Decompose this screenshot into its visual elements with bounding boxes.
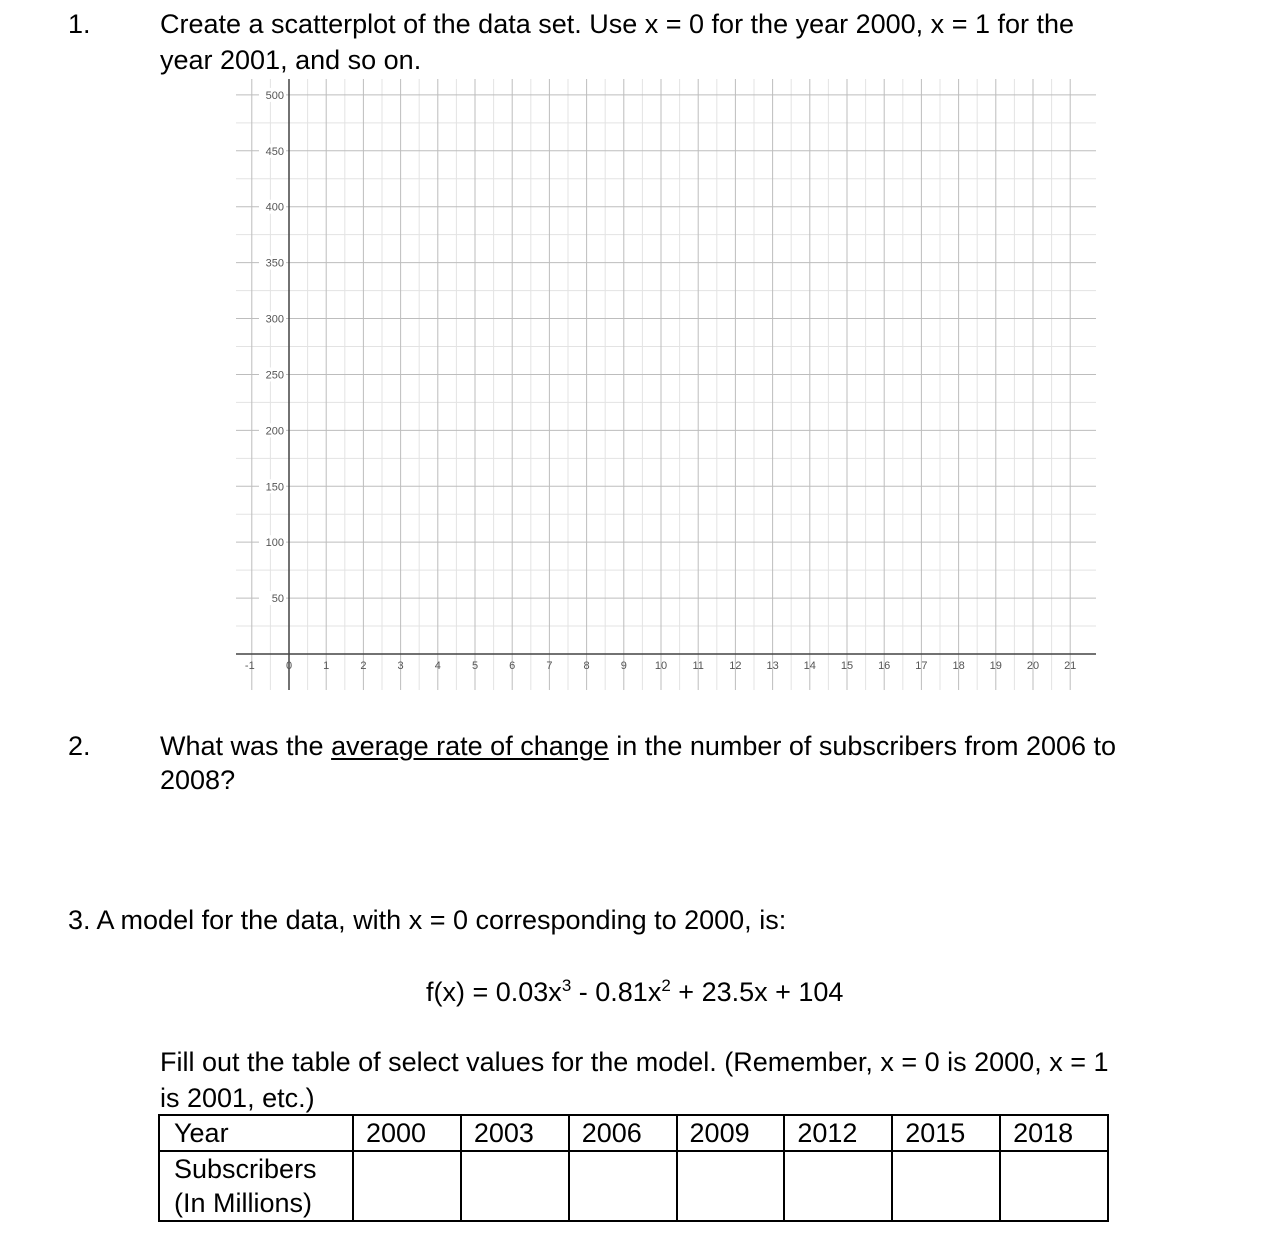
table-row-subscribers: [159, 1151, 1108, 1221]
x-tick-label: 7: [546, 660, 553, 672]
year-cell: 2006: [569, 1115, 677, 1151]
year-cell: 2015: [892, 1115, 1000, 1151]
formula-exponent-2: 2: [661, 976, 671, 995]
x-tick-label: -1: [244, 660, 255, 672]
x-tick-label: 8: [583, 660, 590, 672]
y-tick-label: 250: [265, 369, 284, 382]
x-tick-label: 5: [471, 660, 479, 672]
x-tick-label: 6: [509, 660, 516, 672]
x-tick-label: 19: [989, 660, 1002, 672]
x-tick-labels: [245, 660, 1076, 672]
x-tick-label: 11: [692, 660, 704, 672]
q3-instruction-line2: is 2001, etc.): [160, 1083, 315, 1113]
q1-number: 1.: [68, 9, 91, 39]
y-tick-label: 450: [265, 145, 284, 158]
table-row-year: [159, 1115, 1108, 1151]
q1-line2: year 2001, and so on.: [160, 45, 422, 75]
formula-part-2: - 0.81x: [571, 977, 662, 1007]
subscriber-answer-cell[interactable]: [892, 1151, 1000, 1221]
y-tick-label: 100: [265, 537, 284, 550]
q2-pre: What was the: [160, 731, 332, 761]
year-cell: 2012: [784, 1115, 892, 1151]
x-tick-label: 17: [915, 660, 928, 672]
subscribers-unit: (In Millions): [174, 1188, 313, 1218]
year-cell: 2003: [461, 1115, 569, 1151]
y-tick-label: 150: [265, 481, 284, 494]
formula-part-1: f(x) = 0.03x: [426, 977, 562, 1007]
q2-line2: 2008?: [160, 765, 236, 795]
x-tick-label: 3: [397, 660, 404, 672]
x-tick-label: 1: [323, 660, 330, 672]
x-tick-label: 9: [620, 660, 627, 672]
year-header: Year: [159, 1115, 353, 1151]
model-formula: [426, 974, 843, 1010]
x-tick-label: 10: [654, 660, 668, 672]
subscriber-answer-cell[interactable]: [1000, 1151, 1108, 1221]
q3-intro: 3. A model for the data, with x = 0 corresponding to 2000, is:: [68, 905, 787, 935]
y-tick-label: 50: [271, 593, 284, 606]
x-tick-label: 2: [360, 660, 367, 672]
x-tick-label: 14: [803, 660, 816, 672]
year-cell: 2009: [677, 1115, 785, 1151]
q1-line1: Create a scatterplot of the data set. Use x = 0 for the year 2000, x = 1 for the: [160, 9, 1075, 39]
y-tick-label: 200: [265, 425, 284, 438]
values-table: [158, 1114, 1109, 1222]
x-tick-label: 13: [766, 660, 779, 672]
x-tick-label: 18: [952, 660, 965, 672]
subscriber-answer-cell[interactable]: [353, 1151, 461, 1221]
x-tick-label: 12: [729, 660, 742, 672]
x-tick-label: 4: [434, 660, 441, 672]
q2-line1: [160, 728, 1116, 764]
x-tick-label: 16: [878, 660, 891, 672]
x-tick-label: 0: [285, 660, 293, 672]
year-cell: 2018: [1000, 1115, 1108, 1151]
subscriber-answer-cell[interactable]: [569, 1151, 677, 1221]
y-tick-label: 500: [265, 89, 284, 102]
y-tick-label: 300: [265, 313, 284, 326]
x-tick-label: 15: [840, 660, 854, 672]
subscriber-answer-cell[interactable]: [677, 1151, 785, 1221]
subscriber-answer-cell[interactable]: [461, 1151, 569, 1221]
year-cell: 2000: [353, 1115, 461, 1151]
x-tick-label: 21: [1064, 660, 1077, 672]
y-tick-label: 350: [265, 257, 284, 270]
q2-number: 2.: [68, 731, 91, 761]
subscribers-header: [159, 1151, 353, 1221]
x-tick-label: 20: [1026, 660, 1040, 672]
formula-part-3: + 23.5x + 104: [670, 977, 844, 1007]
major-grid: [236, 79, 1096, 690]
subscribers-label: Subscribers: [174, 1154, 317, 1184]
y-tick-label: 400: [265, 201, 284, 214]
q2-post: in the number of subscribers from 2006 to: [608, 731, 1117, 761]
q3-instruction-line1: Fill out the table of select values for the model. (Remember, x = 0 is 2000, x = 1: [160, 1047, 1109, 1077]
subscriber-answer-cell[interactable]: [784, 1151, 892, 1221]
q2-underlined-term: average rate of change: [331, 731, 609, 761]
formula-exponent-1: 3: [561, 976, 572, 995]
